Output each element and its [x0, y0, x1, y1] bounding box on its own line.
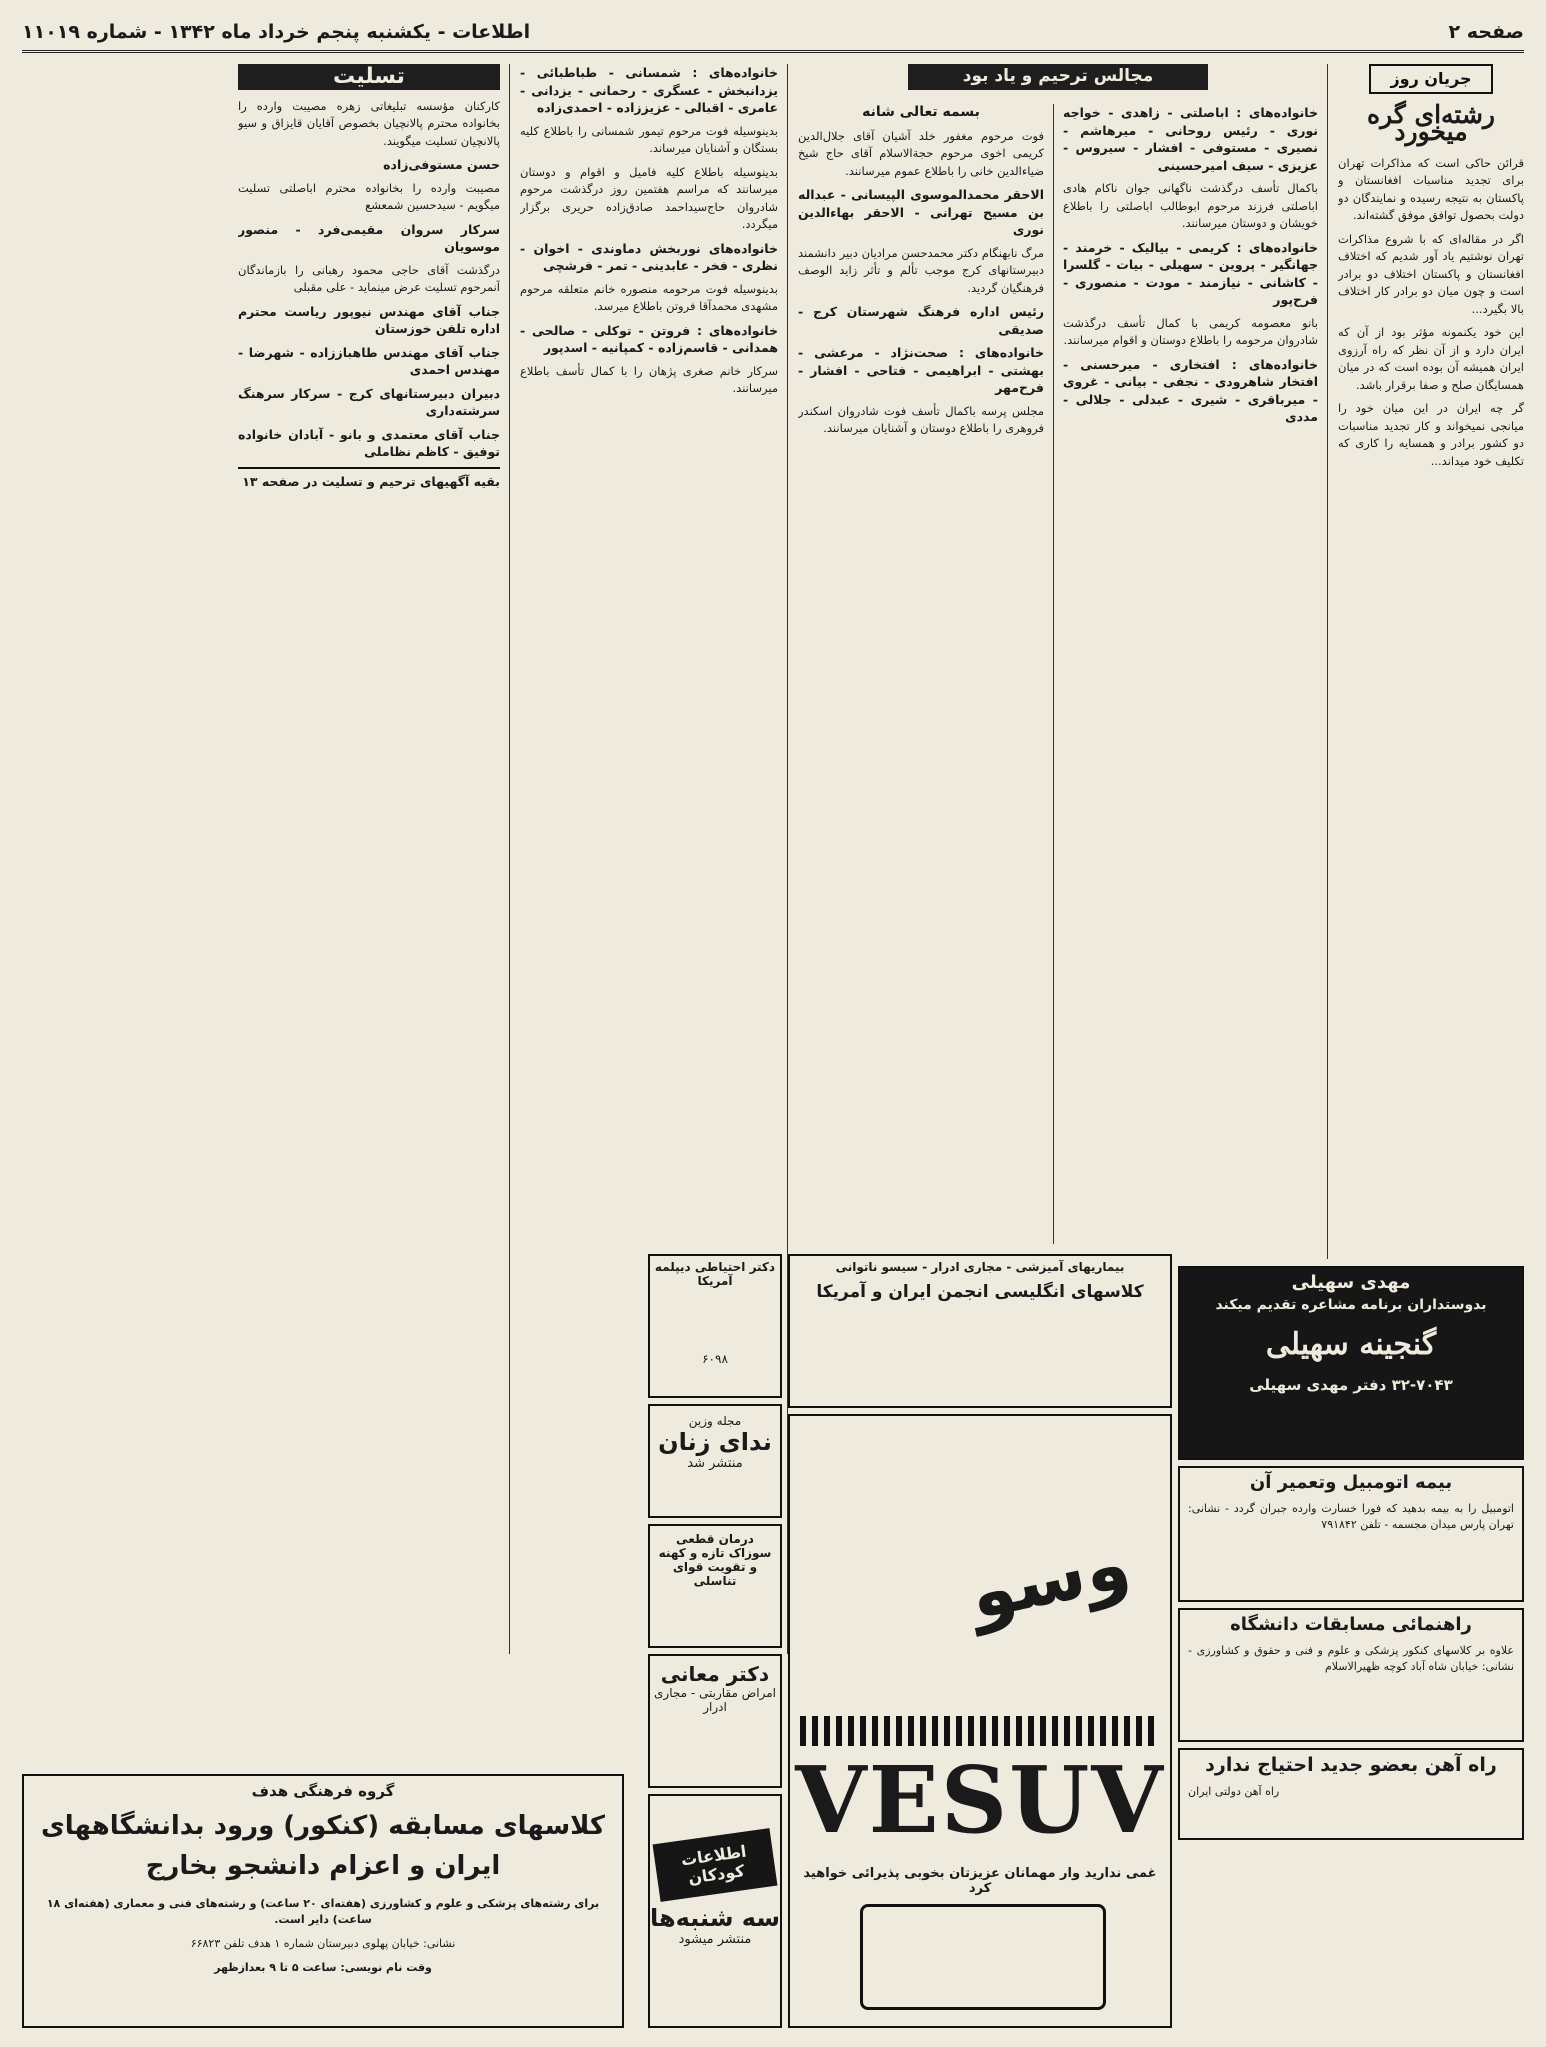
shamsani-paragraph: سرکار خانم صغری پژهان را با کمال تأسف باطلاع میرسانند.	[520, 363, 778, 395]
ad-railway	[1178, 1748, 1524, 1840]
ad-kodakan	[648, 1794, 782, 2028]
ad-english-classes	[788, 1254, 1172, 1408]
railway-title: راه آهن بعضو جدید احتیاج ندارد	[1205, 1754, 1497, 1776]
english-classes-title: کلاسهای انگلیسی انجمن ایران و آمریکا	[816, 1282, 1144, 1302]
hadaf-title: کلاسهای مسابقه (کنکور) ورود بدانشگاههای ایران و اعزام دانشجو بخارج	[40, 1811, 606, 1881]
ehtiyati-title: دکتر احتیاطی دیپلمه آمریکا	[654, 1260, 776, 1288]
darman-title: درمان قطعی سوزاک تازه و کهنه و تقویت قوای تناسلی	[658, 1532, 772, 1588]
ad-darman	[648, 1524, 782, 1648]
tasliat-paragraph: جناب آقای مهندس نیوپور ریاست محترم اداره تلفن خوزستان	[238, 303, 500, 336]
tasliat-paragraph: درگذشت آقای حاجی محمود رهبانی را بازماندگان آنمرحوم تسلیت عرض مینماید - علی مقبلی	[238, 262, 500, 294]
majales-paragraph: خانواده‌های : کریمی - بیالیک - خرمند - جهانگیر - پروین - سهیلی - بیات - گلسرا - کاشانی - نیازمند - مودت - منصوری - فرح‌پور	[1063, 239, 1318, 307]
english-classes-top: بیماریهای آمیزشی - مجاری ادرار - سیسو ناتوانی	[835, 1260, 1125, 1274]
tasliat-paragraph: مصیبت وارده را بخانواده محترم اباصلتی تسلیت میگویم - سیدحسین شمعشع	[238, 180, 500, 212]
besmeh-title: بسمه تعالی شانه	[862, 104, 980, 120]
besmeh-paragraph: رئیس اداره فرهنگ شهرستان کرج - صدیقی	[798, 304, 1044, 337]
majales-label: مجالس ترحیم و یاد بود	[908, 64, 1208, 90]
kodakan-note: منتشر میشود	[678, 1932, 752, 1947]
page-header	[22, 14, 1524, 53]
ad-insurance	[1178, 1466, 1524, 1602]
jaryan-rooz-label: جریان روز	[1369, 64, 1493, 94]
ad-doctor-maani	[648, 1654, 782, 1788]
ad-hadaf	[22, 1774, 624, 2028]
insurance-title: بیمه اتومبیل وتعمیر آن	[1249, 1472, 1453, 1493]
hadaf-address: نشانی: خیابان پهلوی دبیرستان شماره ۱ هدف تلفن ۶۶۸۲۳	[190, 1937, 456, 1950]
jaryan-paragraph: اگر در مقاله‌ای که با شروع مذاکرات تهران نوشتیم یاد آور شدیم که اختلاف افغانستان و پاکستان اختلاف دو برادر است و چون میان دو برادر کار اختلاف بالا بگیرد...	[1338, 231, 1524, 316]
column-majales-right	[1063, 104, 1318, 1244]
besmeh-paragraph: مجلس پرسه باکمال تأسف فوت شادروان اسکندر فروهری را باطلاع دوستان و آشنایان میرسانند.	[798, 403, 1044, 435]
hadaf-text: برای رشته‌های پزشکی و علوم و کشاورزی (هفته‌ای ۲۰ ساعت) و رشته‌های فنی و معماری (هفته‌ای ۱۸ ساعت) دایر است.	[46, 1897, 600, 1926]
soheili-title: مهدی سهیلی	[1291, 1272, 1411, 1293]
besmeh-paragraph: الاحقر محمدالموسوی الپیسانی - عبداله بن مسیح تهرانی - الاحقر بهاءالدین نوری	[798, 187, 1044, 237]
column-besmeh	[798, 104, 1044, 1244]
maani-title: دکتر معانی	[660, 1662, 770, 1686]
ehtiyati-phone: ۶۰۹۸	[702, 1352, 728, 1366]
nedaye-zanan-note: منتشر شد	[687, 1456, 743, 1471]
jaryan-paragraph: گر چه ایران در این میان خود را میانجی نمیخواند و کار تجدید مناسبات دو کشور برادر و همسایه را کاری که تکلیف خود میداند...	[1338, 401, 1524, 468]
tasliat-paragraph: دبیران دبیرستانهای کرج - سرکار سرهنگ سرشته‌داری	[238, 385, 500, 418]
university-guide-text: علاوه بر کلاسهای کنکور پزشکی و علوم و فنی و حقوق و کشاورزی - نشانی: خیابان شاه آباد کوچه ظهیرالاسلام	[1188, 1644, 1514, 1673]
jaryan-paragraph: این خود یکنمونه مؤثر بود از آن که ایران دارد و از آن نظر که راه آرزوی ایران همیشه آن بوده است که در میان همسایگان صلح و صفا برقرار باشد.	[1338, 325, 1524, 392]
tasliat-footer: بقیه آگهیهای ترحیم و تسلیت در صفحه ۱۳	[238, 467, 500, 491]
ad-university-guide	[1178, 1608, 1524, 1742]
majales-paragraph: بانو معصومه کریمی با کمال تأسف درگذشت شادروان مرحومه را باطلاع دوستان و اقوام میرسانند.	[1063, 315, 1318, 347]
soheili-book: گنجینه سهیلی	[1265, 1327, 1437, 1362]
shamsani-paragraph: بدینوسیله فوت مرحوم تیمور شمسانی را باطلاع کلیه بستگان و آشنایان میرساند.	[520, 123, 778, 155]
ad-mahdi-soheili	[1178, 1266, 1524, 1460]
soheili-subtitle: بدوستداران برنامه مشاعره تقدیم میکند	[1215, 1297, 1487, 1313]
tasliat-paragraph: کارکنان مؤسسه تبلیغاتی زهره مصیبت وارده را بخانواده محترم پالانچیان بخصوص آقایان قایزاق و سیو پالانچیان تسلیت میگویند.	[238, 98, 500, 148]
besmeh-paragraph: فوت مرحوم مغفور خلد آشیان آقای جلال‌الدین کریمی اخوی مرحوم حجة‌الاسلام آقای حاج شیخ ضیاءالدین خانی را باطلاع عموم میرسانند.	[798, 128, 1044, 178]
nedaye-zanan-label: مجله وزین	[688, 1414, 742, 1428]
ad-vesuv	[788, 1414, 1172, 2028]
hadaf-hours: وقت نام نویسی: ساعت ۵ تا ۹ بعدازظهر	[214, 1961, 432, 1974]
jaryan-paragraph: قرائن حاکی است که مذاکرات تهران برای تجدید مناسبات افغانستان و پاکستان به نتیجه رسیده و نمایندگان دو دولت بحصول توافق موفق گشته‌اند.	[1338, 155, 1524, 222]
majales-paragraph: خانواده‌های : اباصلتی - زاهدی - خواجه نوری - رئیس روحانی - میرهاشم - نصیری - مستوفی - افشار - سیروس - عزیزی - سیف امیرحسینی	[1063, 105, 1318, 173]
tasliat-paragraph: جناب آقای مهندس طاهباززاده - شهرضا - مهندس احمدی	[238, 344, 500, 377]
stove-icon	[860, 1904, 1106, 2010]
majales-paragraph: باکمال تأسف درگذشت ناگهانی جوان ناکام هادی اباصلتی فرزند مرحوم ابوطالب اباصلتی را باطلاع خویشان و دوستان میرسانند.	[1063, 181, 1318, 230]
shamsani-paragraph: بدینوسیله باطلاع کلیه فامیل و اقوام و دوستان میرسانند که مراسم هفتمین روز درگذشت مرحوم شادروان حاج‌سیداحمد صادق‌زاده حریری برگزار میگردد.	[520, 164, 778, 231]
vesuv-slogan: غمی ندارید وار مهمانان عزیزتان بخوبی پذیرائی خواهید کرد	[803, 1866, 1157, 1896]
column-tasliat	[238, 64, 500, 1654]
newspaper-page	[22, 14, 1524, 2034]
besmeh-paragraph: خانواده‌های : صحت‌نژاد - مرعشی - بهشتی - ابراهیمی - فتاحی - افشار - فرح‌مهر	[798, 345, 1044, 395]
shamsani-paragraph: بدینوسیله فوت مرحومه منصوره خانم متعلقه مرحوم مشهدی محمدآقا فروتن باطلاع میرسد.	[520, 281, 778, 313]
tasliat-paragraph: جناب آقای معتمدی و بانو - آبادان خانواده توفیق - کاظم نظاملی	[238, 426, 500, 459]
column-divider	[509, 64, 510, 1654]
university-guide-title: راهنمائی مسابقات دانشگاه	[1230, 1614, 1472, 1635]
vesuv-brand-fa: وسو	[962, 1520, 1137, 1636]
maani-text: امراض مقاربتی - مجاری ادرار	[654, 1686, 776, 1714]
kodakan-title: اطلاعات کودکان	[653, 1828, 778, 1902]
shamsani-paragraph: خانواده‌های : شمسانی - طباطبائی - یزدانبخش - عسگری - رحمانی - یزدانی - عامری - اقبالی - عزیززاده - احمدی‌زاده	[520, 65, 778, 115]
column-divider	[1327, 64, 1328, 1259]
ad-nedaye-zanan	[648, 1404, 782, 1518]
nedaye-zanan-title: ندای زنان	[658, 1428, 772, 1456]
shamsani-paragraph: خانواده‌های نوربخش دماوندی - اخوان - نظری - فخر - عابدینی - تمر - فرشچی	[520, 240, 778, 273]
hadaf-group: گروه فرهنگی هدف	[251, 1782, 395, 1800]
vesuv-brand: VESUV	[795, 1746, 1165, 1854]
tasliat-label: تسلیت	[238, 64, 500, 90]
column-divider	[1053, 104, 1054, 1244]
railway-text: راه آهن دولتی ایران	[1188, 1785, 1280, 1798]
shamsani-paragraph: خانواده‌های : فروتن - توکلی - صالحی - همدانی - قاسم‌زاده - کمپانیه - اسدپور	[520, 322, 778, 355]
majales-paragraph: خانواده‌های : افتخاری - میرحسنی - افتخار شاهرودی - نجفی - بیانی - غروی - میرباقری - شیری - عبدلی - جلالی - مددی	[1063, 356, 1318, 424]
besmeh-paragraph: مرگ نابهنگام دکتر محمدحسن مرادیان دبیر دانشمند دبیرستانهای کرج موجب تألم و تأثر زاید الوصف فرهنگیان گردید.	[798, 245, 1044, 295]
tasliat-paragraph: سرکار سروان مقیمی‌فرد - منصور موسویان	[238, 221, 500, 254]
kodakan-day: سه شنبه‌ها	[650, 1904, 780, 1932]
insurance-text: اتومبیل را به بیمه بدهید که فورا خسارت وارده جبران گردد - نشانی: تهران پارس میدان مجسمه - تلفن ۷۹۱۸۴۲	[1188, 1502, 1514, 1531]
ad-doctor-ehtiyati	[648, 1254, 782, 1398]
tasliat-paragraph: حسن مستوفی‌زاده	[383, 157, 500, 172]
vesuv-stripes	[800, 1716, 1160, 1746]
column-jaryan-rooz	[1338, 64, 1524, 1259]
jaryan-rooz-title: رشته‌ای گره میخورد	[1367, 99, 1495, 146]
masthead: اطلاعات - یکشنبه پنجم خرداد ماه ۱۳۴۲ - شماره ۱۱۰۱۹	[22, 21, 531, 43]
soheili-contact: ۳۲-۷۰۴۳ دفتر مهدی سهیلی	[1249, 1376, 1453, 1394]
page-number: صفحه ۲	[1448, 21, 1524, 43]
